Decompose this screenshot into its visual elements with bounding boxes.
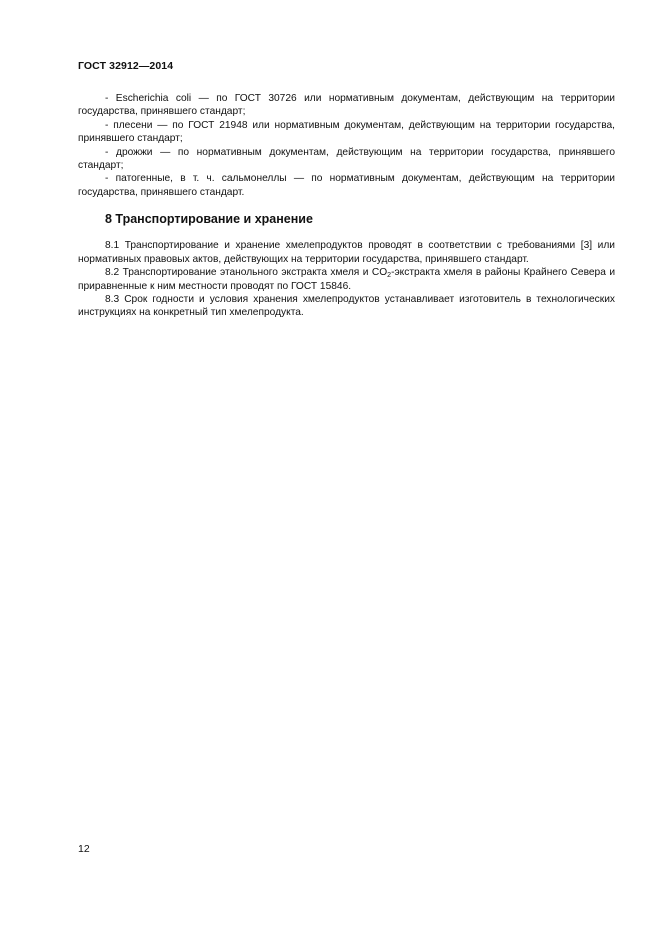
list-item: - Escherichia coli — по ГОСТ 30726 или нормативным документам, действующим на территории государства, принявшего стандарт; [78,93,615,118]
section-title: 8 Транспортирование и хранение [105,212,313,226]
paragraph-8-2-text-end: -экстракта хмеля в районы Крайнего Севера и приравненные к ним местности проводят по ГОСТ 15846. [78,267,616,292]
section-8 [78,213,615,320]
paragraph-8-1: 8.1 Транспортирование и хранение хмелепродуктов проводят в соответствии с требованиями [3] или нормативных правовых актов, действующих на территории государства, принявшего стандарт. [78,240,615,265]
list-item: - патогенные, в т. ч. сальмонеллы — по нормативным документам, действующим на территории государства, принявшего стандарт. [78,173,615,198]
list-item: - дрожжи — по нормативным документам, действующим на территории государства, принявшего стандарт; [78,146,615,172]
page-number: 12 [78,843,90,855]
paragraph-8-2-subscript: 2 [387,272,392,280]
requirements-list [78,92,615,199]
document-header: ГОСТ 32912—2014 [78,60,174,72]
paragraph-8-2 [78,266,615,293]
paragraph-8-3: 8.3 Срок годности и условия хранения хмелепродуктов устанавливает изготовитель в технологических инструкциях на конкретный тип хмелепродукта. [78,294,615,319]
list-item: - плесени — по ГОСТ 21948 или нормативным документам, действующим на территории государства, принявшего стандарт; [78,119,615,145]
paragraph-8-2-text-start: 8.2 Транспортирование этанольного экстракта хмеля и CO [105,267,388,279]
